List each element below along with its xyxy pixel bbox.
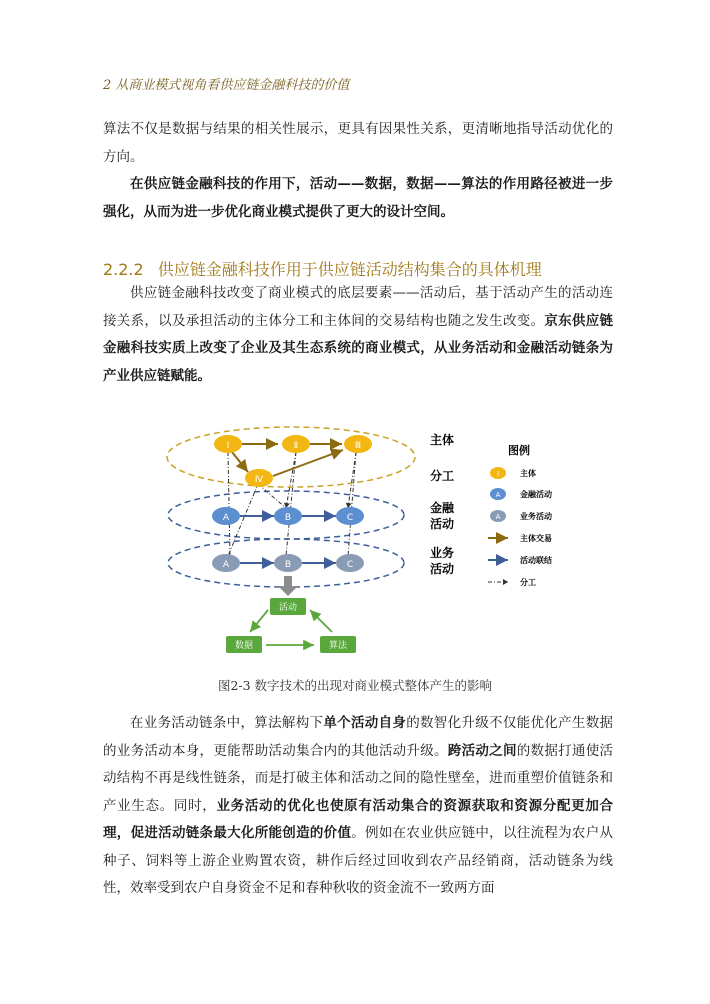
finance-node-C: [336, 507, 364, 525]
subject-node-III: [344, 435, 372, 453]
svg-text:B: B: [284, 513, 292, 523]
row-label-division: 分工: [430, 469, 455, 483]
flow-algorithm-box: [320, 636, 356, 653]
business-node-C: [336, 554, 364, 572]
svg-text:A: A: [222, 560, 230, 570]
subject-node-II: [282, 435, 310, 453]
business-node-B: [274, 554, 302, 572]
svg-text:C: C: [346, 513, 354, 523]
svg-text:Ⅳ: Ⅳ: [254, 475, 264, 485]
paragraph-3: [103, 280, 613, 390]
row-label-subject: 主体: [430, 433, 455, 447]
paragraph-1: [103, 116, 613, 171]
legend-item-transaction: [488, 533, 552, 543]
down-arrow: [278, 576, 298, 596]
section-heading: [103, 257, 542, 280]
svg-text:分工: 分工: [520, 578, 536, 587]
svg-text:A: A: [222, 513, 230, 523]
svg-text:C: C: [346, 560, 354, 570]
figure-business-model-diagram: [160, 420, 580, 665]
finance-node-A: [212, 507, 240, 525]
paragraph-3-normal: 供应链金融科技改变了商业模式的底层要素——活动后，基于活动产生的活动连接关系，以及承担活动的主体分工和主体间的交易结构也随之发生改变。: [103, 285, 613, 329]
svg-text:业务活动: 业务活动: [520, 512, 552, 521]
paragraph-4-part: 。例如在农业供应链中，以往流程为农户从种子、饲料等上游企业购置农资，耕作后经过回收到农产品经销商，活动链条为线性，效率受到农户自身资金不足和春种秋收的资金流不一致两方面: [103, 825, 613, 896]
svg-text:Ⅰ: Ⅰ: [226, 441, 230, 451]
legend: [488, 443, 552, 587]
paragraph-3-bold: 京东供应链金融科技实质上改变了企业及其生态系统的商业模式，从业务活动和金融活动链条为产业供应链赋能。: [103, 312, 614, 384]
svg-text:金融活动: 金融活动: [520, 490, 552, 499]
paragraph-4-bold: 业务活动的优化也使原有活动集合的资源获取和资源分配更加合理，促进活动链条最大化所能创造的价值: [103, 797, 614, 841]
paragraph-4-bold: 跨活动之间: [447, 742, 517, 759]
subject-node-IV: [245, 469, 273, 487]
row-label-business-2: 活动: [430, 562, 455, 576]
svg-text:活动联结: 活动联结: [520, 556, 552, 565]
paragraph-2: [103, 171, 613, 226]
legend-item-subject: [490, 467, 536, 479]
svg-text:B: B: [284, 560, 292, 570]
running-header: 2 从商业模式视角看供应链金融科技的价值: [103, 78, 350, 93]
paragraph-4-part: 的数据打通使活动结构不再是线性链条，而是打破主体和活动之间的隐性壁垒，进而重塑价值链条和产业生态。同时，: [103, 742, 614, 814]
svg-text:Ⅲ: Ⅲ: [354, 441, 362, 451]
paragraph-4-part: 在业务活动链条中，算法解构下: [130, 715, 324, 731]
paragraph-4-bold: 单个活动自身: [323, 715, 407, 731]
section-number: 2.2.2: [103, 260, 144, 279]
transaction-arrow: [273, 450, 343, 476]
paragraph-1-text: 算法不仅是数据与结果的相关性展示，更具有因果性关系，更清晰地指导活动优化的方向。: [103, 121, 613, 165]
svg-text:活动: 活动: [278, 603, 298, 613]
svg-text:数据: 数据: [234, 641, 254, 651]
finance-node-B: [274, 507, 302, 525]
row-label-finance-1: 金融: [430, 501, 455, 515]
legend-item-business: [490, 510, 552, 522]
division-line: [348, 452, 356, 556]
flow-activity-box: [270, 598, 306, 615]
section-title-text: 供应链金融科技作用于供应链活动结构集合的具体机理: [157, 260, 542, 279]
paragraph-2-text: 在供应链金融科技的作用下，活动——数据，数据——算法的作用路径被进一步强化，从而为进一步优化商业模式提供了更大的设计空间。: [103, 176, 613, 220]
flow-data-box: [226, 636, 262, 653]
legend-item-finance: [490, 488, 552, 500]
paragraph-4-part: 的数智化升级不仅能优化产生数据的业务活动本身，更能帮助活动集合内的其他活动升级。: [103, 715, 614, 759]
paragraph-4: [103, 710, 613, 903]
flow-arrow: [250, 610, 268, 632]
business-node-A: [212, 554, 240, 572]
flow-arrow: [310, 610, 332, 632]
subject-node-I: [214, 435, 242, 453]
svg-text:Ⅰ: Ⅰ: [496, 470, 500, 478]
transaction-arrow: [232, 452, 248, 472]
legend-item-link: [488, 555, 552, 565]
legend-title: 图例: [508, 444, 530, 457]
svg-text:主体交易: 主体交易: [520, 534, 552, 543]
svg-text:算法: 算法: [328, 641, 348, 651]
row-label-business-1: 业务: [430, 546, 455, 560]
figure-caption: 图2-3 数字技术的出现对商业模式整体产生的影响: [217, 678, 493, 693]
svg-text:主体: 主体: [520, 469, 536, 478]
svg-text:A: A: [495, 513, 501, 521]
legend-item-division: [488, 577, 536, 587]
svg-text:A: A: [495, 491, 501, 499]
svg-text:Ⅱ: Ⅱ: [293, 441, 299, 451]
row-label-finance-2: 活动: [430, 517, 455, 531]
